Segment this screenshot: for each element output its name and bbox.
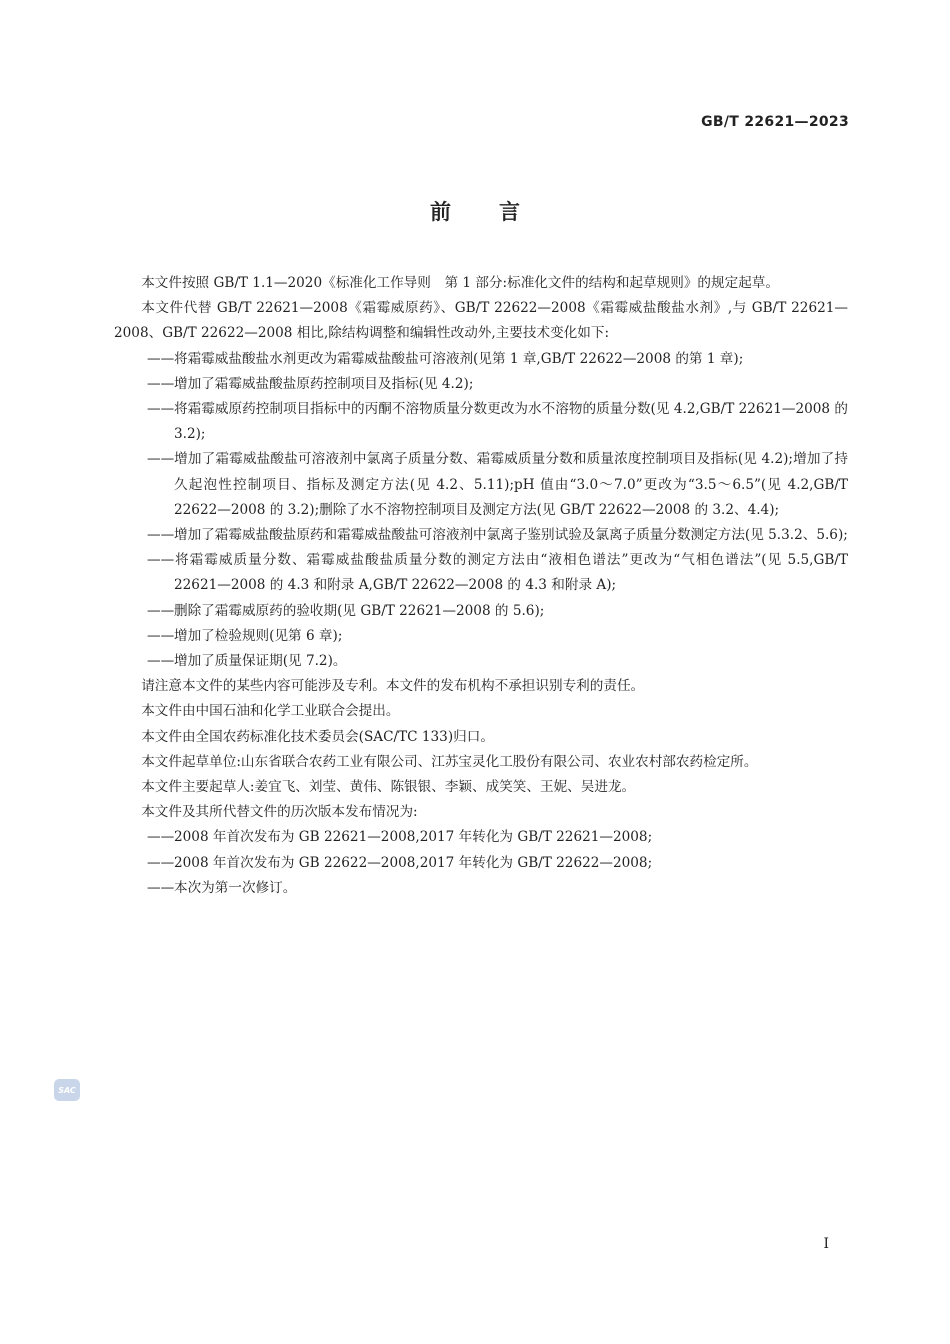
history-item [114,851,848,876]
sac-logo-icon: SAC [54,1079,80,1101]
dash-mark: —— [147,527,175,544]
history-item-text: 2008 年首次发布为 GB 22621—2008,2017 年转化为 GB/T 22621—2008; [174,829,653,846]
paragraph-drafting-units: 本文件起草单位:山东省联合农药工业有限公司、江苏宝灵化工股份有限公司、农业农村部农药检定所。 [141,753,758,770]
history-item-text: 本次为第一次修订。 [174,879,297,896]
change-item [114,548,848,598]
change-item [114,624,848,649]
dash-mark: —— [147,552,175,569]
standard-code: GB/T 22621—2023 [701,114,849,130]
change-item [114,599,848,624]
dash-mark: —— [147,401,175,418]
change-item-text: 将霜霉威质量分数、霜霉威盐酸盐质量分数的测定方法由“液相色谱法”更改为“气相色谱法”(见 5.5,GB/T 22621—2008 的 4.3 和附录 A,GB/T 22622—2008 的 4.3 和附录 A); [174,552,848,594]
change-item [114,397,848,447]
change-item [114,447,848,523]
title-char-2: 言 [499,200,520,224]
history-item-text: 2008 年首次发布为 GB 22622—2008,2017 年转化为 GB/T 22622—2008; [174,854,653,871]
dash-mark: —— [147,879,175,896]
dash-mark: —— [147,829,175,846]
change-item-text: 增加了质量保证期(见 7.2)。 [174,653,347,670]
paragraph-drafting-rules: 本文件按照 GB/T 1.1—2020《标准化工作导则 第 1 部分:标准化文件的结构和起草规则》的规定起草。 [141,275,779,291]
paragraph-history-intro: 本文件及其所代替文件的历次版本发布情况为: [141,804,418,821]
dash-mark: —— [147,375,175,392]
dash-mark: —— [147,602,175,619]
paragraph-committee: 本文件由全国农药标准化技术委员会(SAC/TC 133)归口。 [141,728,494,745]
page-number: I [823,1236,829,1252]
change-item-text: 增加了检验规则(见第 6 章); [174,627,343,644]
paragraph-replacement: 本文件代替 GB/T 22621—2008《霜霉威原药》、GB/T 22622—2008《霜霉威盐酸盐水剂》,与 GB/T 22621—2008、GB/T 22622—2008 相比,除结构调整和编辑性改动外,主要技术变化如下: [114,300,848,342]
paragraph-drafters: 本文件主要起草人:姜宜飞、刘莹、黄伟、陈银银、李颖、成笑笑、王妮、吴进龙。 [141,779,636,796]
change-item [114,347,848,372]
dash-mark: —— [147,653,175,670]
dash-mark: —— [147,854,175,871]
page-title [0,196,950,226]
change-item-text: 增加了霜霉威盐酸盐原药控制项目及指标(见 4.2); [174,375,474,392]
change-item-text: 将霜霉威原药控制项目指标中的丙酮不溶物质量分数更改为水不溶物的质量分数(见 4.2,GB/T 22621—2008 的 3.2); [174,401,848,443]
dash-mark: —— [147,350,175,367]
title-char-1: 前 [430,200,451,224]
change-item-text: 增加了霜霉威盐酸盐可溶液剂中氯离子质量分数、霜霉威质量分数和质量浓度控制项目及指标(见 4.2);增加了持久起泡性控制项目、指标及测定方法(见 4.2、5.11);pH 值由“3.0～7.0”更改为“3.5～6.5”(见 4.2,GB/T 22622—2008 的 3.2);删除了水不溶物控制项目及测定方法(见 GB/T 22622—2008 的 3.2、4.4); [174,451,848,518]
history-item [114,825,848,850]
history-item [114,876,848,901]
change-item [114,649,848,674]
foreword-body [114,271,848,901]
dash-mark: —— [147,451,175,468]
paragraph-proposer: 本文件由中国石油和化学工业联合会提出。 [141,703,400,720]
paragraph-patent-notice: 请注意本文件的某些内容可能涉及专利。本文件的发布机构不承担识别专利的责任。 [141,678,645,695]
change-item-text: 删除了霜霉威原药的验收期(见 GB/T 22621—2008 的 5.6); [174,602,545,619]
change-item [114,523,848,548]
change-item [114,372,848,397]
dash-mark: —— [147,627,175,644]
change-item-text: 将霜霉威盐酸盐水剂更改为霜霉威盐酸盐可溶液剂(见第 1 章,GB/T 22622—2008 的第 1 章); [174,350,744,367]
change-item-text: 增加了霜霉威盐酸盐原药和霜霉威盐酸盐可溶液剂中氯离子鉴别试验及氯离子质量分数测定方法(见 5.3.2、5.6); [174,527,848,544]
